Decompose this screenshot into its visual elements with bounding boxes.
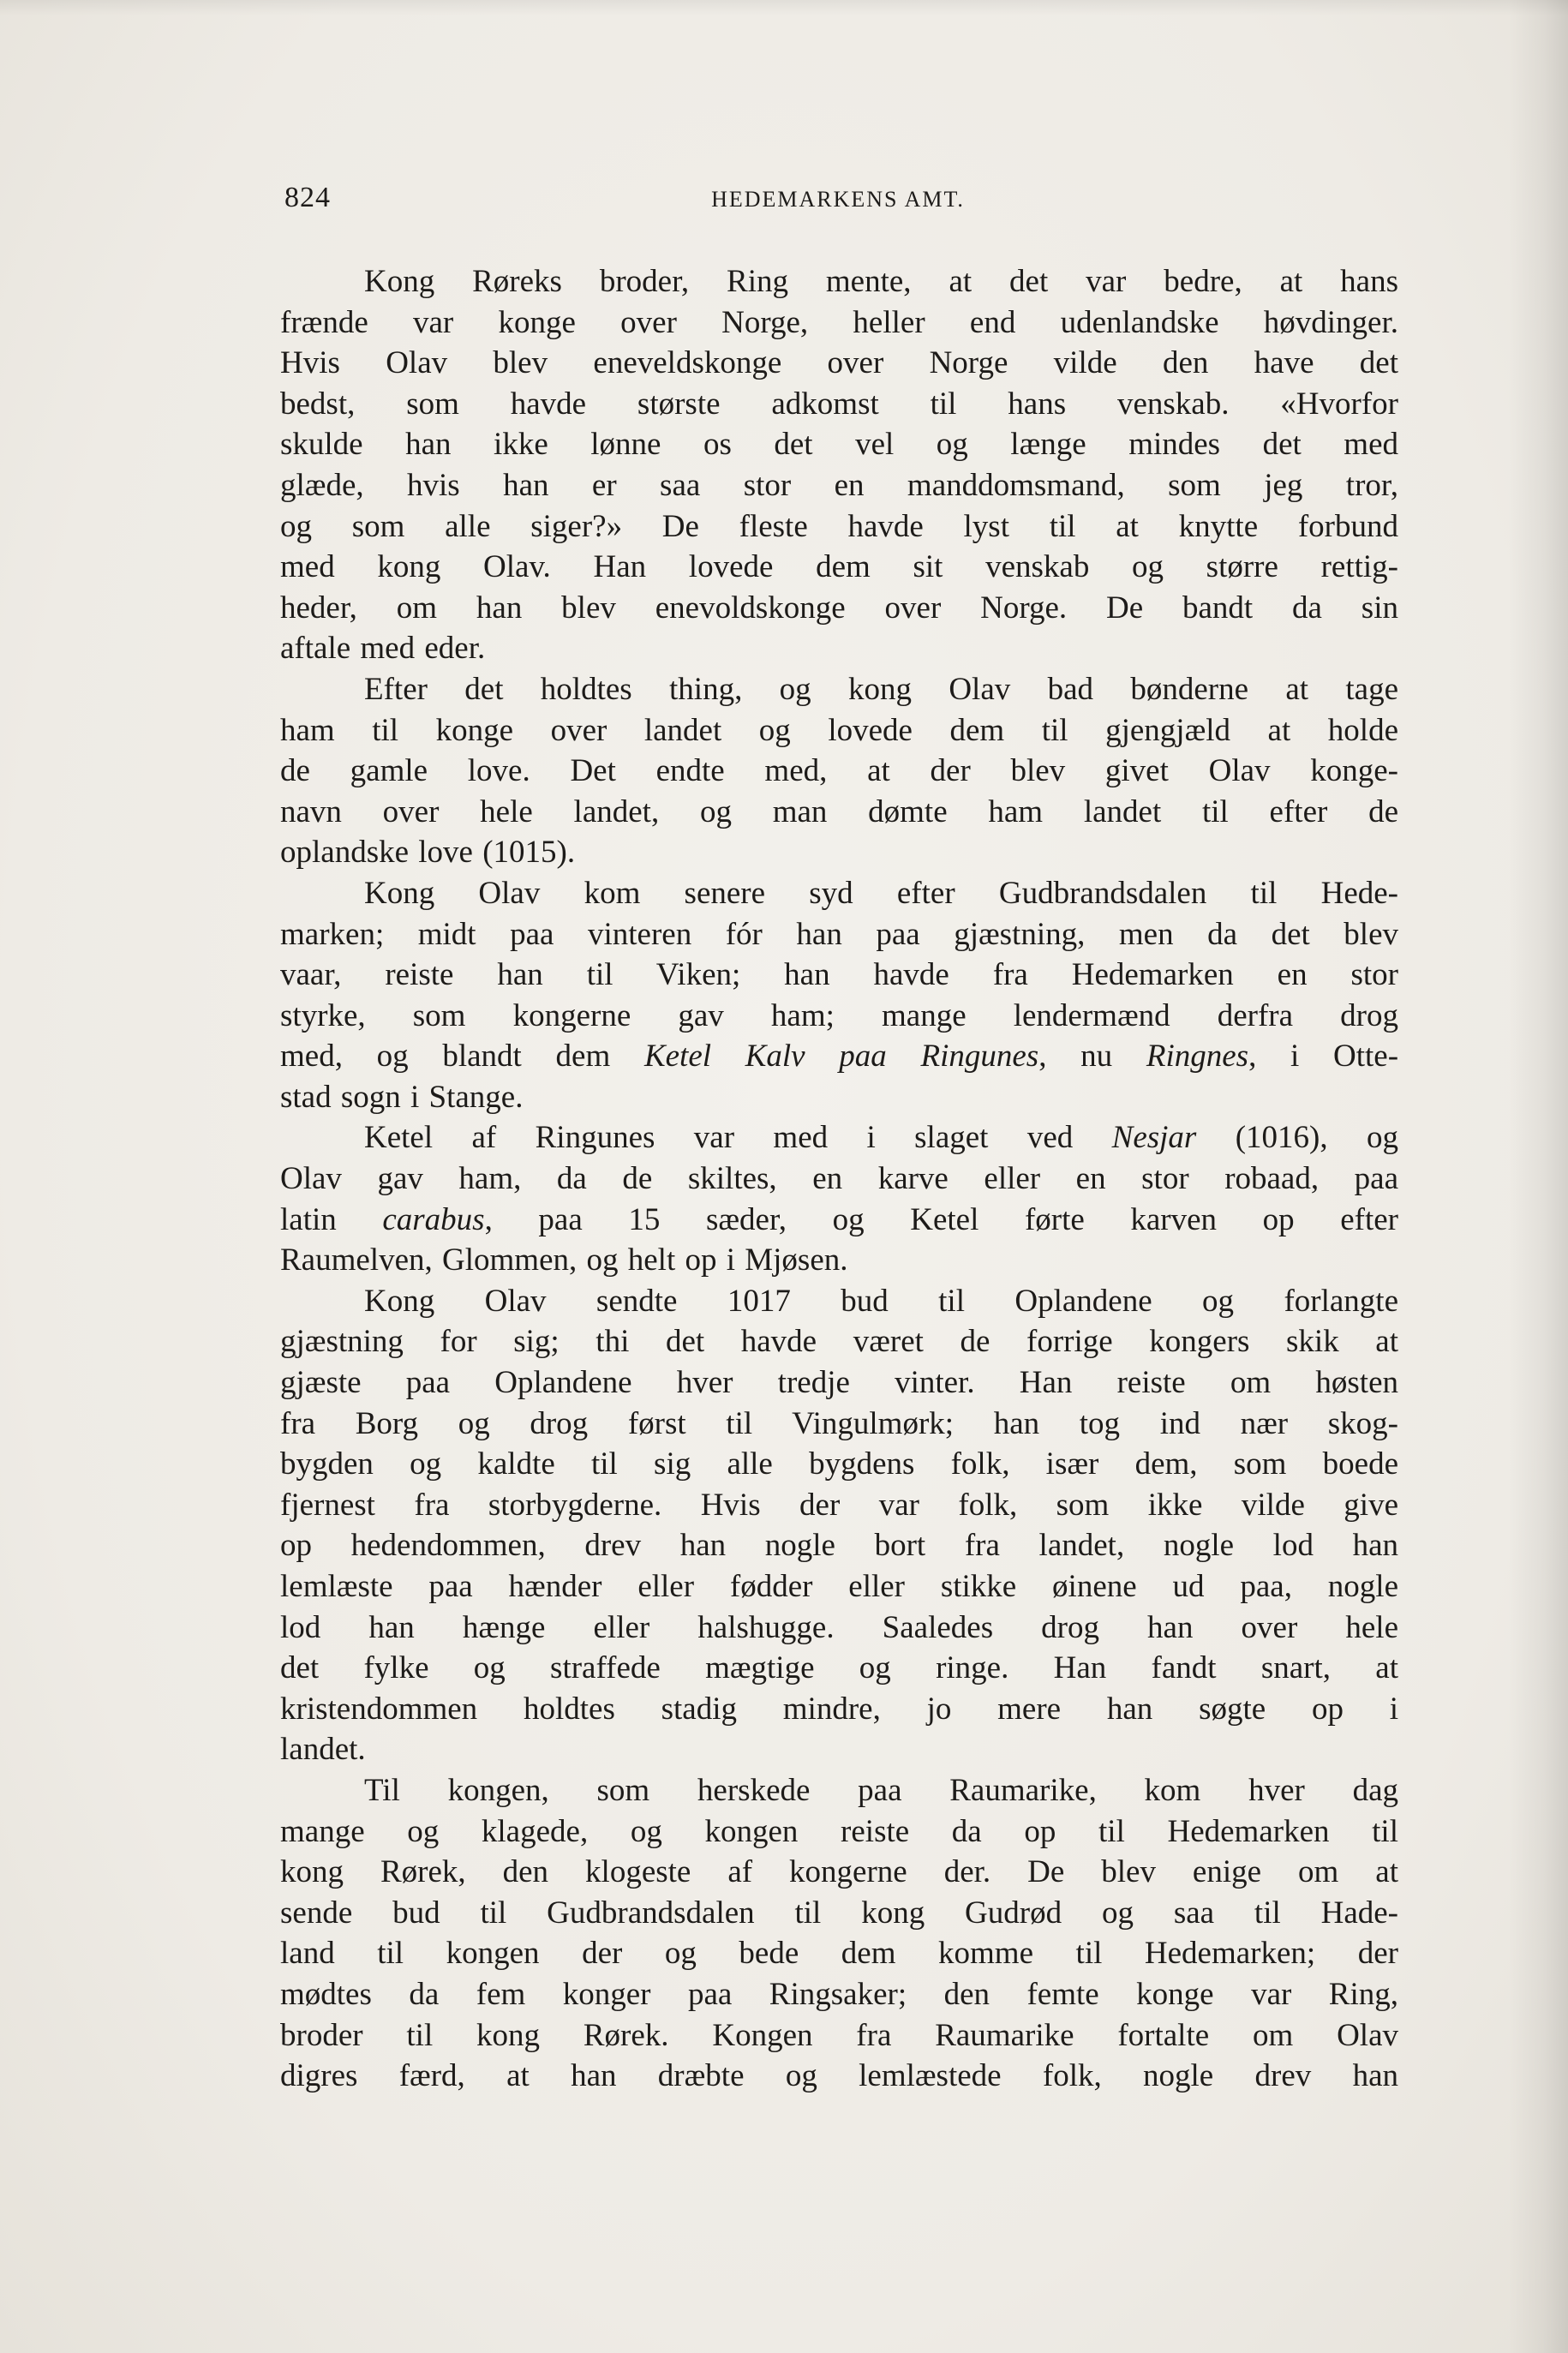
text-line: ham til konge over landet og lovede dem til gjengjæld at holde <box>280 712 1398 748</box>
text-line: og som alle siger?» De fleste havde lyst til at knytte forbund <box>280 508 1398 544</box>
text-line: heder, om han blev enevoldskonge over Norge. De bandt da sin <box>280 590 1398 626</box>
text-line: stad sogn i Stange. <box>280 1079 524 1115</box>
text-line: Til kongen, som herskede paa Raumarike, kom hver dag <box>364 1772 1398 1808</box>
page-edge-shadow <box>1508 0 1568 2353</box>
text-line: Hvis Olav blev eneveldskonge over Norge vilde den have det <box>280 345 1398 381</box>
text-line: bygden og kaldte til sig alle bygdens folk, især dem, som boede <box>280 1446 1398 1482</box>
text-line: de gamle love. Det endte med, at der blev givet Olav konge- <box>280 753 1398 789</box>
text-line: mødtes da fem konger paa Ringsaker; den femte konge var Ring, <box>280 1976 1398 2012</box>
text-line: det fylke og straffede mægtige og ringe. Han fandt snart, at <box>280 1650 1398 1686</box>
text-line: marken; midt paa vinteren fór han paa gjæstning, men da det blev <box>280 916 1398 952</box>
text-line: vaar, reiste han til Viken; han havde fra Hedemarken en stor <box>280 957 1398 993</box>
text-line: aftale med eder. <box>280 631 486 667</box>
body-text <box>280 261 1398 2097</box>
text-line: navn over hele landet, og man dømte ham landet til efter de <box>280 793 1398 829</box>
text-line: bedst, som havde største adkomst til hans venskab. «Hvorfor <box>280 386 1398 422</box>
text-line: Efter det holdtes thing, og kong Olav bad bønderne at tage <box>364 671 1398 707</box>
text-line: Kong Røreks broder, Ring mente, at det var bedre, at hans <box>364 264 1398 299</box>
text-line: Kong Olav kom senere syd efter Gudbrandsdalen til Hede- <box>364 875 1398 911</box>
page-number: 824 <box>284 182 331 213</box>
text-line: landet. <box>280 1732 366 1768</box>
text-line: kristendommen holdtes stadig mindre, jo mere han søgte op i <box>280 1691 1398 1727</box>
text-line: broder til kong Rørek. Kongen fra Raumarike fortalte om Olav <box>280 2017 1398 2053</box>
text-line: gjæstning for sig; thi det havde været de forrige kongers skik at <box>280 1324 1398 1360</box>
text-line: land til kongen der og bede dem komme til Hedemarken; der <box>280 1936 1398 1972</box>
text-line: lod han hænge eller halshugge. Saaledes drog han over hele <box>280 1609 1398 1645</box>
text-line: glæde, hvis han er saa stor en manddomsmand, som jeg tror, <box>280 467 1398 503</box>
text-line: skulde han ikke lønne os det vel og længe mindes det med <box>280 427 1398 463</box>
page-top-shadow <box>0 0 1568 15</box>
text-line: Ketel af Ringunes var med i slaget ved Nesjar (1016), og <box>364 1120 1398 1156</box>
text-line: med, og blandt dem Ketel Kalv paa Ringunes, nu Ringnes, i Otte- <box>280 1039 1399 1075</box>
page-header <box>284 182 1391 216</box>
text-line: oplandske love (1015). <box>280 835 576 871</box>
text-line: fjernest fra storbygderne. Hvis der var folk, som ikke vilde give <box>280 1487 1398 1523</box>
text-line: digres færd, at han dræbte og lemlæstede folk, nogle drev han <box>280 2058 1398 2094</box>
text-line: Raumelven, Glommen, og helt op i Mjøsen. <box>280 1242 848 1278</box>
text-line: fra Borg og drog først til Vingulmørk; han tog ind nær skog- <box>280 1405 1398 1441</box>
text-line: mange og klagede, og kongen reiste da op til Hedemarken til <box>280 1813 1398 1849</box>
text-line: frænde var konge over Norge, heller end udenlandske høvdinger. <box>280 304 1398 340</box>
text-line: Kong Olav sendte 1017 bud til Oplandene og forlangte <box>364 1283 1398 1319</box>
text-line: gjæste paa Oplandene hver tredje vinter. Han reiste om høsten <box>280 1365 1398 1401</box>
text-line: Olav gav ham, da de skiltes, en karve eller en stor robaad, paa <box>280 1161 1398 1197</box>
text-line: op hedendommen, drev han nogle bort fra landet, nogle lod han <box>280 1528 1398 1564</box>
text-line: styrke, som kongerne gav ham; mange lendermænd derfra drog <box>280 997 1398 1033</box>
text-line: lemlæste paa hænder eller fødder eller stikke øinene ud paa, nogle <box>280 1569 1398 1604</box>
running-title: HEDEMARKENS AMT. <box>711 187 965 212</box>
text-line: kong Rørek, den klogeste af kongerne der. De blev enige om at <box>280 1854 1398 1890</box>
text-line: latin carabus, paa 15 sæder, og Ketel førte karven op efter <box>280 1201 1398 1237</box>
text-line: sende bud til Gudbrandsdalen til kong Gudrød og saa til Hade- <box>280 1895 1398 1931</box>
text-line: med kong Olav. Han lovede dem sit venskab og større rettig- <box>280 549 1398 585</box>
